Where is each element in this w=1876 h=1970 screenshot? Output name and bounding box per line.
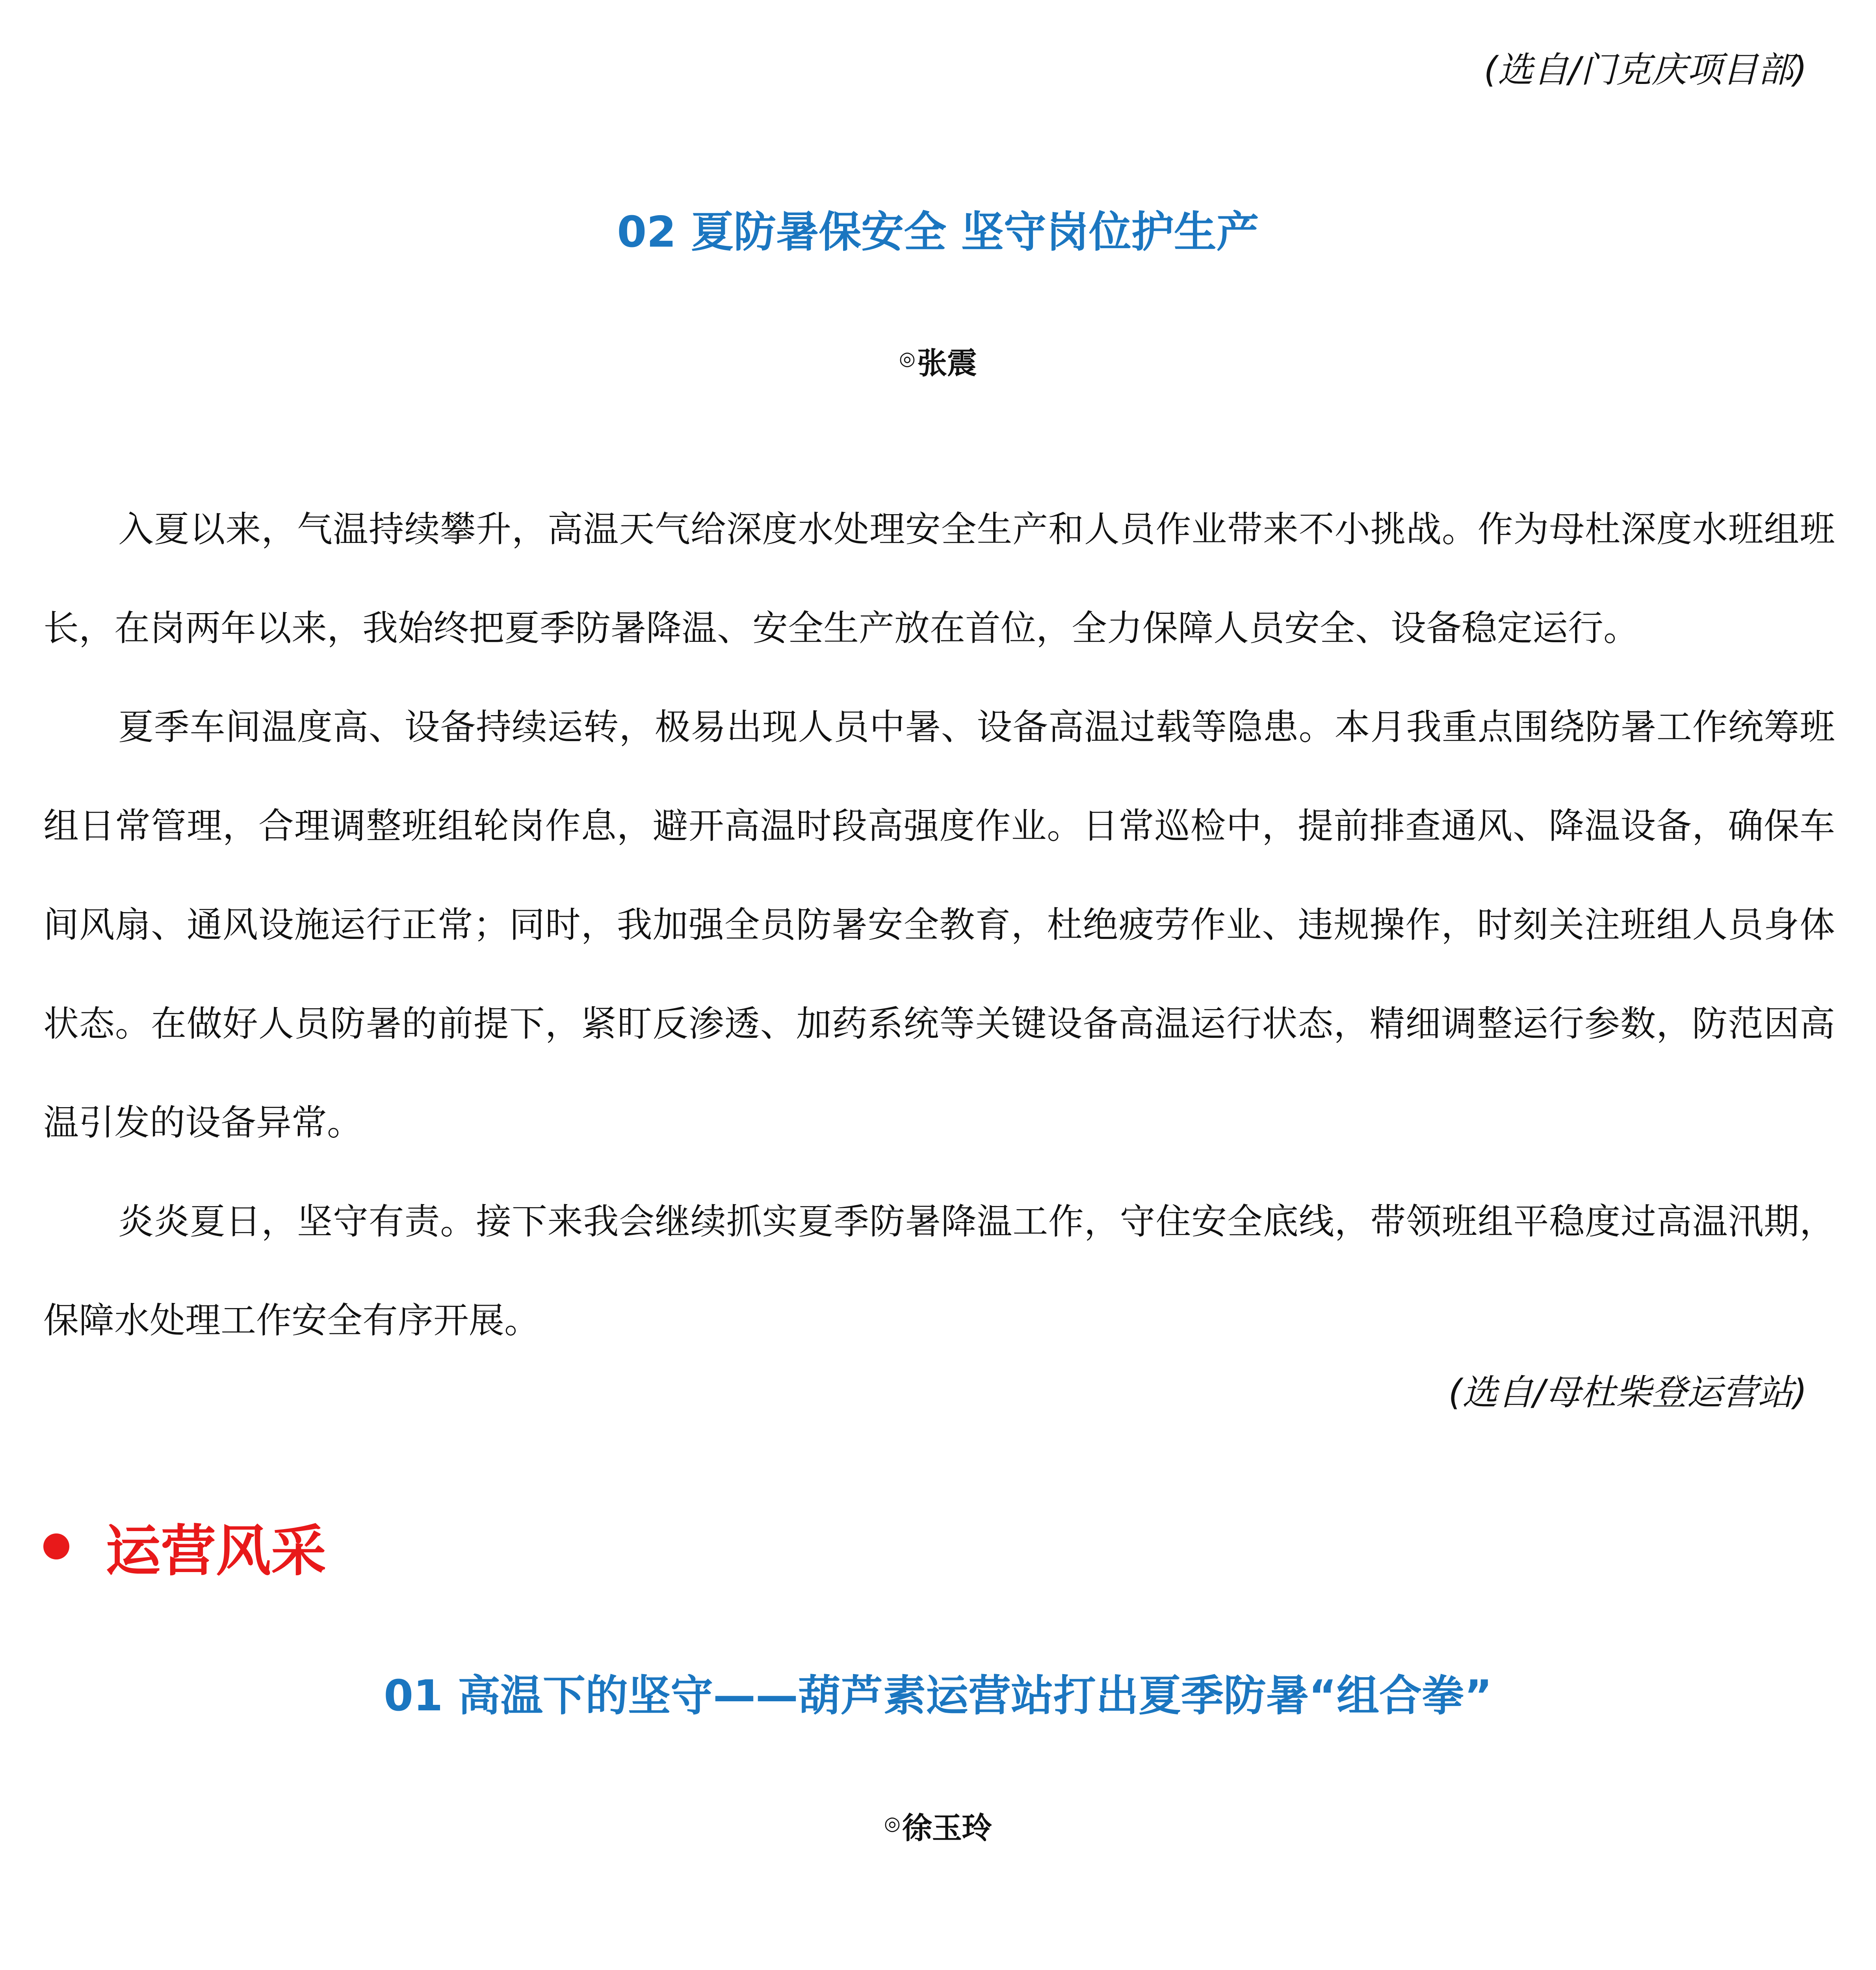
source-note: (选自/母杜柴登运营站) <box>1448 1372 1807 1413</box>
article-title: 02 夏防暑保安全 坚守岗位护生产 <box>617 208 1259 257</box>
bullet-dot-icon <box>43 1533 69 1559</box>
article-title: 01 高温下的坚守——葫芦素运营站打出夏季防暑“组合拳” <box>384 1671 1492 1721</box>
body-paragraph: 炎炎夏日，坚守有责。接下来我会继续抓实夏季防暑降温工作，守住安全底线，带领班组平稳度过高温汛期，保障水处理工作安全有序开展。 <box>43 1201 1835 1341</box>
section-heading <box>43 1511 326 1582</box>
author-mark: ◎ <box>899 348 916 370</box>
body-paragraph: 入夏以来，气温持续攀升，高温天气给深度水处理安全生产和人员作业带来不小挑战。作为母杜深度水班组班长，在岗两年以来，我始终把夏季防暑降温、安全生产放在首位，全力保障人员安全、设备稳定运行。 <box>43 509 1835 649</box>
author-line <box>0 1802 1876 1850</box>
body-paragraph: 夏季车间温度高、设备持续运转，极易出现人员中暑、设备高温过载等隐患。本月我重点围绕防暑工作统筹班组日常管理，合理调整班组轮岗作息，避开高温时段高强度作业。日常巡检中，提前排查通风、降温设备，确保车间风扇、通风设施运行正常；同时，我加强全员防暑安全教育，杜绝疲劳作业、违规操作，时刻关注班组人员身体状态。在做好人员防暑的前提下，紧盯反渗透、加药系统等关键设备高温运行状态，精细调整运行参数，防范因高温引发的设备异常。 <box>43 706 1835 1143</box>
author-name: 张震 <box>917 346 977 381</box>
author-mark: ◎ <box>884 1812 901 1834</box>
section-label: 运营风采 <box>106 1519 327 1583</box>
author-name: 徐玉玲 <box>902 1810 992 1845</box>
body-paragraph <box>43 1954 1835 1970</box>
source-note: (选自/门克庆项目部) <box>1484 49 1807 91</box>
author-line <box>0 337 1876 385</box>
